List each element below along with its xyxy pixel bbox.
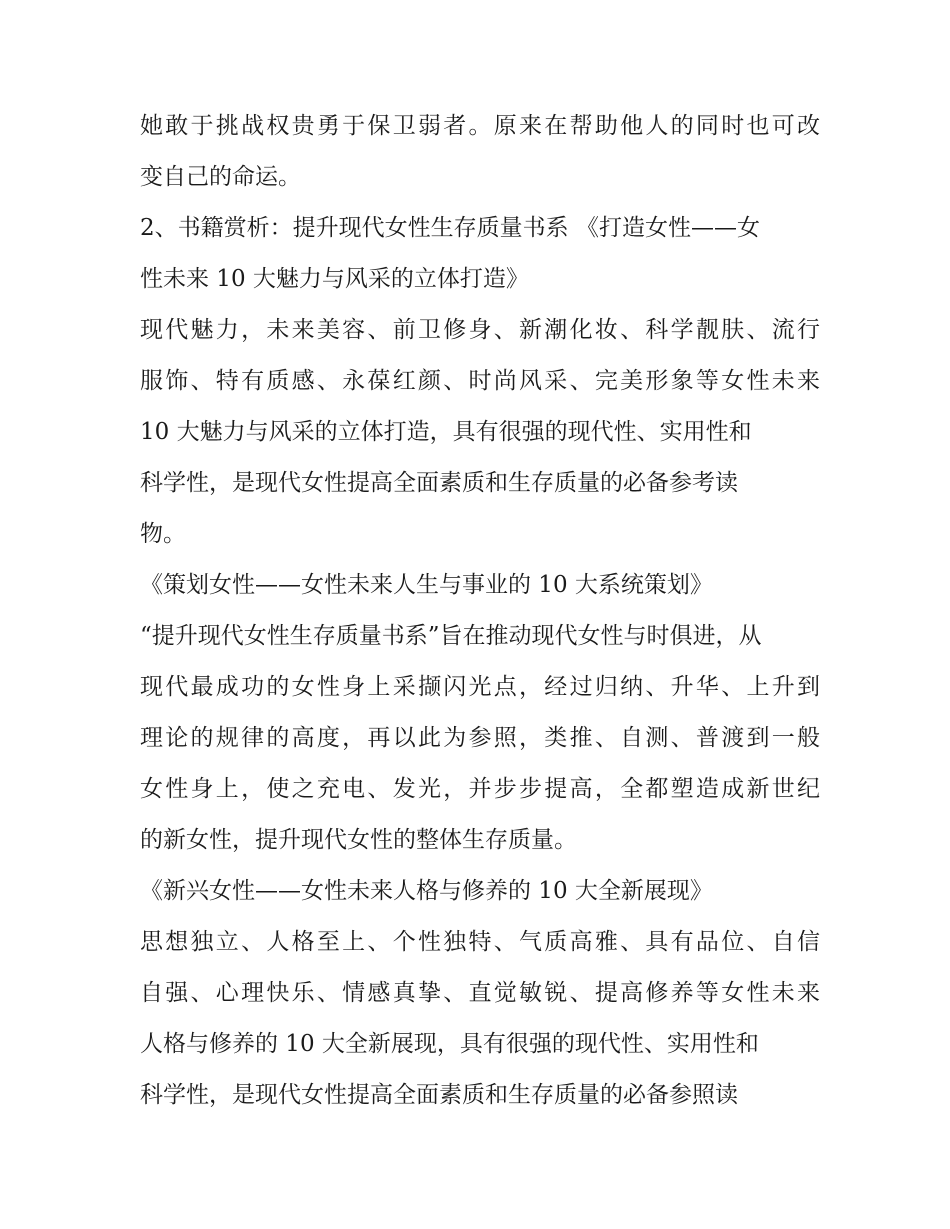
text-line: 科学性，是现代女性提高全面素质和生存质量的必备参照读: [140, 1082, 738, 1108]
text-line: 科学性，是现代女性提高全面素质和生存质量的必备参考读: [140, 470, 738, 496]
text-line: 服饰、特有质感、永葆红颜、时尚风采、完美形象等女性未来: [140, 368, 820, 394]
text-line: 2、书籍赏析：提升现代女性生存质量书系 《打造女性——女: [140, 215, 760, 241]
text-line: 女性身上，使之充电、发光，并步步提高，全都塑造成新世纪: [140, 776, 820, 802]
text-line: 《策划女性——女性未来人生与事业的 10 大系统策划》: [140, 572, 713, 598]
text-line: 思想独立、人格至上、个性独特、气质高雅、具有品位、自信: [140, 929, 820, 955]
text-line: 10 大魅力与风采的立体打造，具有很强的现代性、实用性和: [140, 419, 752, 445]
text-line: 自强、心理快乐、情感真挚、直觉敏锐、提高修养等女性未来: [140, 980, 820, 1006]
text-line: 理论的规律的高度，再以此为参照，类推、自测、普渡到一般: [140, 725, 820, 751]
text-line: 她敢于挑战权贵勇于保卫弱者。原来在帮助他人的同时也可改: [140, 113, 820, 139]
text-line: 人格与修养的 10 大全新展现，具有很强的现代性、实用性和: [140, 1031, 759, 1057]
text-line: 物。: [140, 521, 186, 547]
text-line: 《新兴女性——女性未来人格与修养的 10 大全新展现》: [140, 878, 713, 904]
text-line: 现代魅力，未来美容、前卫修身、新潮化妆、科学靓肤、流行: [140, 317, 820, 343]
text-line: “提升现代女性生存质量书系”旨在推动现代女性与时俱进，从: [140, 623, 762, 649]
document-body: [140, 101, 820, 1121]
text-line: 变自己的命运。: [140, 164, 301, 190]
text-line: 性未来 10 大魅力与风采的立体打造》: [140, 266, 529, 292]
text-line: 现代最成功的女性身上采撷闪光点，经过归纳、升华、上升到: [140, 674, 820, 700]
text-line: 的新女性，提升现代女性的整体生存质量。: [140, 827, 577, 853]
